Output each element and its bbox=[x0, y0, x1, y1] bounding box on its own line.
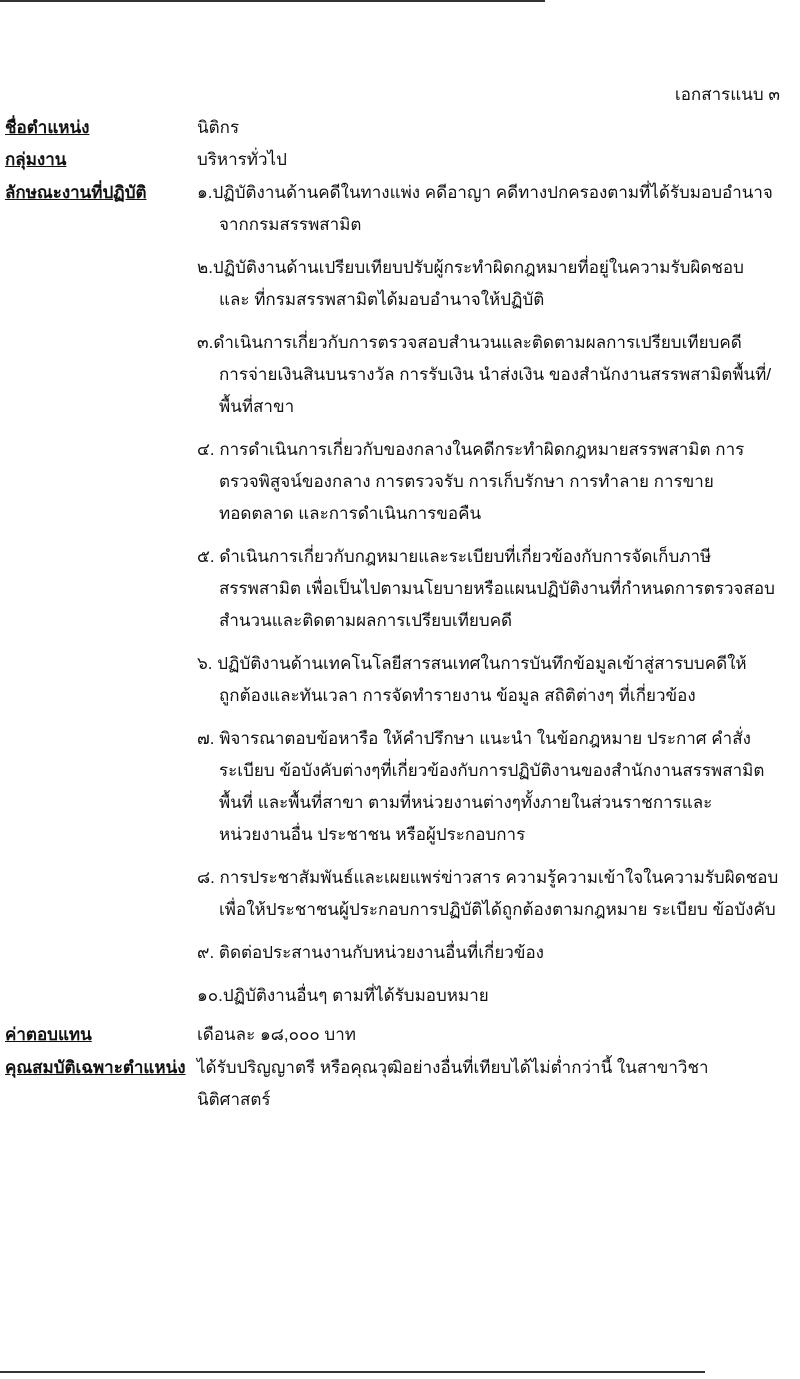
qualification-value bbox=[197, 1052, 797, 1116]
top-border-line bbox=[0, 0, 545, 2]
position-label: ชื่อตำแหน่ง bbox=[5, 118, 90, 137]
compensation-value: เดือนละ ๑๘,๐๐๐ บาท bbox=[197, 1025, 356, 1044]
duty-line: ๕. ดำเนินการเกี่ยวกับกฎหมายและระเบียบที่เกี่ยวข้องกับการจัดเก็บภาษี bbox=[197, 547, 712, 566]
duty-line: พื้นที่สาขา bbox=[219, 397, 295, 416]
duty-line: จากกรมสรรพสามิต bbox=[219, 215, 362, 234]
qualification-line: ได้รับปริญญาตรี หรือคุณวุฒิอย่างอื่นที่เทียบได้ไม่ต่ำกว่านี้ ในสาขาวิชา bbox=[197, 1058, 709, 1077]
duty-line: ระเบียบ ข้อบังคับต่างๆที่เกี่ยวข้องกับการปฏิบัติงานของสำนักงานสรรพสามิต bbox=[219, 761, 765, 780]
duty-item bbox=[197, 252, 797, 316]
duty-item bbox=[197, 541, 797, 637]
duty-line: สำนวนและติดตามผลการเปรียบเทียบคดี bbox=[219, 611, 513, 630]
duty-line: พื้นที่ และพื้นที่สาขา ตามที่หน่วยงานต่างๆทั้งภายในส่วนราชการและ bbox=[219, 793, 713, 812]
duty-line: และ ที่กรมสรรพสามิตได้มอบอำนาจให้ปฏิบัติ bbox=[219, 290, 545, 309]
duty-item bbox=[197, 327, 797, 423]
duty-line: ๒.ปฏิบัติงานด้านเปรียบเทียบปรับผู้กระทำผิดกฎหมายที่อยู่ในความรับผิดชอบ bbox=[197, 258, 744, 277]
duty-line: ๘. การประชาสัมพันธ์และเผยแพร่ข่าวสาร ความรู้ความเข้าใจในความรับผิดชอบ bbox=[197, 868, 779, 887]
duty-line: สรรพสามิต เพื่อเป็นไปตามนโยบายหรือแผนปฏิบัติงานที่กำหนดการตรวจสอบ bbox=[219, 579, 775, 598]
attachment-number: เอกสารแนบ ๓ bbox=[674, 85, 780, 104]
group-label: กลุ่มงาน bbox=[5, 150, 67, 169]
compensation-label: ค่าตอบแทน bbox=[5, 1025, 92, 1044]
duty-line: ถูกต้องและทันเวลา การจัดทำรายงาน ข้อมูล สถิติต่างๆ ที่เกี่ยวข้อง bbox=[219, 686, 696, 705]
group-value: บริหารทั่วไป bbox=[197, 150, 287, 169]
duty-line: หน่วยงานอื่น ประชาชน หรือผู้ประกอบการ bbox=[219, 825, 526, 844]
qualification-line: นิติศาสตร์ bbox=[197, 1090, 271, 1109]
qualification-label: คุณสมบัติเฉพาะตำแหน่ง bbox=[5, 1058, 186, 1077]
duty-item bbox=[197, 648, 797, 712]
duty-item bbox=[197, 177, 797, 241]
bottom-border-line bbox=[0, 1371, 705, 1373]
duty-item bbox=[197, 862, 797, 926]
duty-item bbox=[197, 434, 797, 530]
duty-line: ๓.ดำเนินการเกี่ยวกับการตรวจสอบสำนวนและติดตามผลการเปรียบเทียบคดี bbox=[197, 333, 742, 352]
position-value: นิติกร bbox=[197, 118, 240, 137]
duty-line: ๔. การดำเนินการเกี่ยวกับของกลางในคดีกระทำผิดกฎหมายสรรพสามิต การ bbox=[197, 440, 745, 459]
duty-line: ๖. ปฏิบัติงานด้านเทคโนโลยีสารสนเทศในการบันทึกข้อมูลเข้าสู่สารบบคดีให้ bbox=[197, 654, 747, 673]
duties-label: ลักษณะงานที่ปฏิบัติ bbox=[5, 183, 147, 202]
duty-item bbox=[197, 980, 797, 1012]
duty-line: ๙. ติดต่อประสานงานกับหน่วยงานอื่นที่เกี่ยวข้อง bbox=[197, 943, 544, 962]
duty-line: ตรวจพิสูจน์ของกลาง การตรวจรับ การเก็บรักษา การทำลาย การขาย bbox=[219, 472, 714, 491]
duty-line: ๗. พิจารณาตอบข้อหารือ ให้คำปรึกษา แนะนำ ในข้อกฎหมาย ประกาศ คำสั่ง bbox=[197, 729, 751, 748]
duties-list bbox=[197, 177, 797, 1023]
duty-line: การจ่ายเงินสินบนรางวัล การรับเงิน นำส่งเงิน ของสำนักงานสรรพสามิตพื้นที่/ bbox=[219, 365, 772, 384]
duty-line: ๑๐.ปฏิบัติงานอื่นๆ ตามที่ได้รับมอบหมาย bbox=[197, 986, 489, 1005]
duty-item bbox=[197, 937, 797, 969]
duty-line: ๑.ปฏิบัติงานด้านคดีในทางแพ่ง คดีอาญา คดีทางปกครองตามที่ได้รับมอบอำนาจ bbox=[197, 183, 773, 202]
duty-line: ทอดตลาด และการดำเนินการขอคืน bbox=[219, 504, 482, 523]
duty-line: เพื่อให้ประชาชนผู้ประกอบการปฏิบัติได้ถูกต้องตามกฎหมาย ระเบียบ ข้อบังคับ bbox=[219, 900, 776, 919]
duty-item bbox=[197, 723, 797, 851]
